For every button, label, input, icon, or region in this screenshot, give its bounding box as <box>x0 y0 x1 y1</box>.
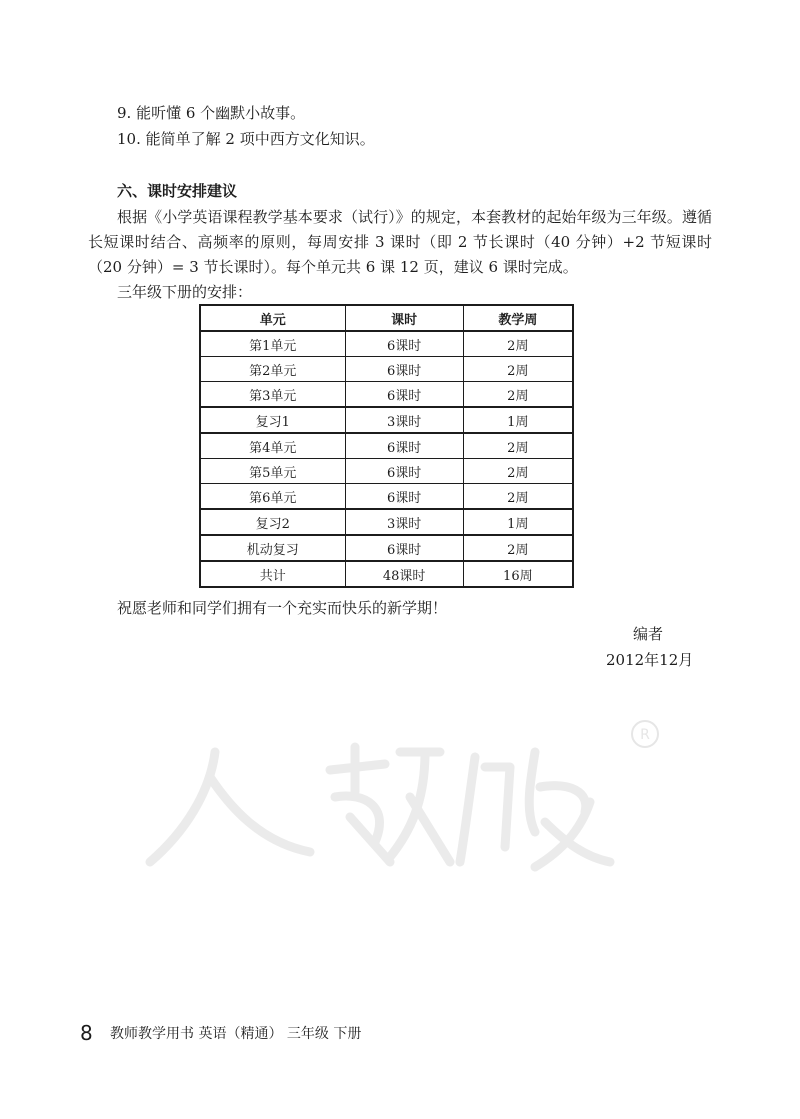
svg-text:R: R <box>640 727 650 743</box>
signature-date: 2012年12月 <box>606 651 694 669</box>
cell-weeks: 16周 <box>463 561 573 587</box>
cell-weeks: 2周 <box>463 331 573 357</box>
footer-book-title: 教师教学用书 英语（精通） 三年级 下册 <box>110 1026 362 1042</box>
section-heading: 六、课时安排建议 <box>117 182 238 200</box>
cell-hours: 6课时 <box>345 331 463 357</box>
table-total-row <box>200 561 573 587</box>
page-number: 8 <box>80 1021 93 1045</box>
cell-hours: 3课时 <box>345 407 463 433</box>
schedule-table <box>199 304 574 588</box>
header-unit: 单元 <box>200 305 345 331</box>
cell-hours: 6课时 <box>345 535 463 561</box>
table-row <box>200 509 573 535</box>
cell-unit: 共计 <box>200 561 345 587</box>
cell-weeks: 2周 <box>463 357 573 382</box>
cell-hours: 6课时 <box>345 382 463 408</box>
cell-unit: 第5单元 <box>200 459 345 484</box>
table-row <box>200 357 573 382</box>
table-row <box>200 459 573 484</box>
table-row <box>200 382 573 408</box>
list-item-9: 9. 能听懂 6 个幽默小故事。 <box>117 104 306 122</box>
header-weeks: 教学周 <box>463 305 573 331</box>
cell-unit: 第6单元 <box>200 484 345 510</box>
table-row <box>200 331 573 357</box>
table-row <box>200 535 573 561</box>
cell-unit: 第1单元 <box>200 331 345 357</box>
cell-unit: 复习2 <box>200 509 345 535</box>
section-paragraph: 根据《小学英语课程教学基本要求（试行）》的规定，本套教材的起始年级为三年级。遵循长短课时结合、高频率的原则，每周安排 3 课时（即 2 节长课时（40 分钟）+2 节短课时（20 分钟）= 3 节长课时）。每个单元共 6 课 12 页，建议 6 课时完成。 <box>88 208 712 276</box>
table-row <box>200 433 573 459</box>
header-hours: 课时 <box>345 305 463 331</box>
table-header-row <box>200 305 573 331</box>
table-row <box>200 407 573 433</box>
list-item-10: 10. 能简单了解 2 项中西方文化知识。 <box>117 130 375 148</box>
cell-unit: 复习1 <box>200 407 345 433</box>
cell-weeks: 2周 <box>463 484 573 510</box>
cell-hours: 6课时 <box>345 484 463 510</box>
cell-hours: 6课时 <box>345 433 463 459</box>
cell-weeks: 2周 <box>463 382 573 408</box>
cell-unit: 机动复习 <box>200 535 345 561</box>
cell-unit: 第3单元 <box>200 382 345 408</box>
cell-weeks: 2周 <box>463 459 573 484</box>
table-row <box>200 484 573 510</box>
cell-weeks: 2周 <box>463 433 573 459</box>
cell-hours: 3课时 <box>345 509 463 535</box>
cell-unit: 第4单元 <box>200 433 345 459</box>
cell-weeks: 2周 <box>463 535 573 561</box>
cell-weeks: 1周 <box>463 407 573 433</box>
closing-wish: 祝愿老师和同学们拥有一个充实而快乐的新学期！ <box>117 599 448 617</box>
table-intro: 三年级下册的安排： <box>117 283 253 301</box>
signature-author: 编者 <box>633 625 664 643</box>
publisher-watermark-logo <box>140 712 660 882</box>
cell-hours: 48课时 <box>345 561 463 587</box>
cell-hours: 6课时 <box>345 357 463 382</box>
cell-hours: 6课时 <box>345 459 463 484</box>
cell-unit: 第2单元 <box>200 357 345 382</box>
cell-weeks: 1周 <box>463 509 573 535</box>
